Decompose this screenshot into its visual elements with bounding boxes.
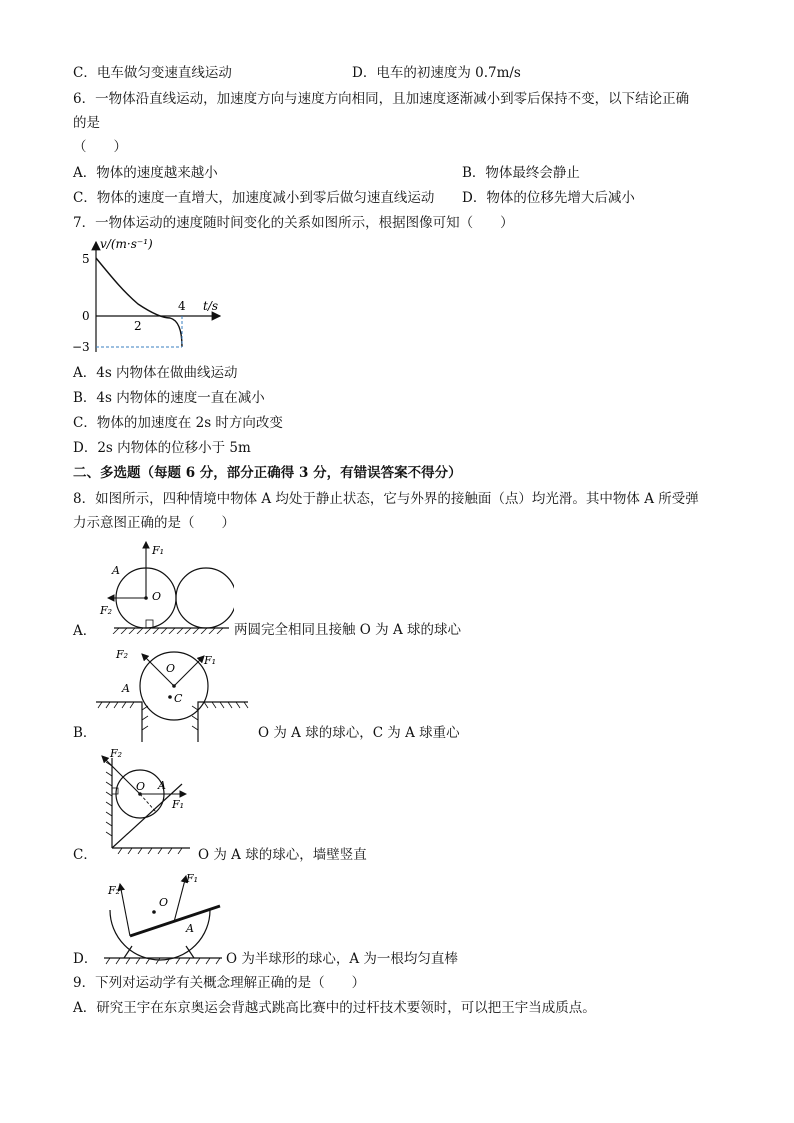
q8-option-c-caption: O 为 A 球的球心，墙壁竖直 bbox=[198, 847, 367, 863]
q8-figure-d bbox=[96, 870, 228, 968]
q6-stem-line1: 6．一物体沿直线运动，加速度方向与速度方向相同，且加速度逐渐减小到零后保持不变，以下结论正确 bbox=[73, 91, 690, 107]
label-c: C bbox=[174, 692, 183, 705]
label-f2: F₂ bbox=[116, 648, 129, 661]
q5-option-c: C．电车做匀变速直线运动 bbox=[73, 65, 232, 81]
force-f2-arrow bbox=[120, 884, 130, 936]
q6-option-d: D．物体的位移先增大后减小 bbox=[462, 190, 635, 206]
label-f1: F₁ bbox=[204, 654, 217, 667]
q8-option-a-letter: A． bbox=[73, 623, 97, 639]
q7-tick-x-4: 4 bbox=[178, 299, 186, 313]
q7-stem: 7．一物体运动的速度随时间变化的关系如图所示，根据图像可知（ ） bbox=[73, 215, 514, 231]
label-o: O bbox=[152, 590, 162, 603]
q6-option-c: C．物体的速度一直增大，加速度减小到零后做匀速直线运动 bbox=[73, 190, 435, 206]
label-f2: F₂ bbox=[108, 884, 121, 897]
hemisphere-bowl bbox=[110, 910, 210, 960]
q6-option-b: B．物体最终会静止 bbox=[462, 165, 580, 181]
q8-figure-a bbox=[94, 538, 234, 634]
q7-option-a: A．4s 内物体在做曲线运动 bbox=[73, 365, 238, 381]
label-f1: F₁ bbox=[186, 872, 199, 885]
q7-option-c: C．物体的加速度在 2s 时方向改变 bbox=[73, 415, 283, 431]
q8-option-b-caption: O 为 A 球的球心，C 为 A 球重心 bbox=[258, 725, 460, 741]
q8-option-b-letter: B． bbox=[73, 725, 97, 741]
label-a: A bbox=[122, 682, 130, 695]
label-a: A bbox=[112, 564, 120, 577]
q7-x-axis-label: t/s bbox=[203, 299, 219, 313]
q7-origin-label: 0 bbox=[82, 309, 90, 323]
q5-option-d: D．电车的初速度为 0.7m/s bbox=[352, 65, 521, 81]
label-f1: F₁ bbox=[152, 544, 165, 557]
section2-title: 二、多选题（每题 6 分，部分正确得 3 分，有错误答案不得分） bbox=[73, 465, 462, 481]
q8-figure-b bbox=[94, 644, 254, 744]
label-f1: F₁ bbox=[172, 798, 185, 811]
q8-option-d-caption: O 为半球形的球心，A 为一根均匀直棒 bbox=[226, 951, 458, 967]
label-o: O bbox=[136, 780, 146, 793]
q7-tick-y-neg3: −3 bbox=[72, 340, 90, 354]
force-f2-arrow bbox=[102, 756, 140, 794]
q9-option-a: A．研究王宇在东京奥运会背越式跳高比赛中的过杆技术要领时，可以把王宇当成质点。 bbox=[73, 1000, 596, 1016]
q8-figure-c bbox=[96, 748, 196, 854]
label-o: O bbox=[166, 662, 176, 675]
q7-velocity-curve bbox=[96, 258, 182, 347]
q6-option-a: A．物体的速度越来越小 bbox=[73, 165, 218, 181]
label-f2: F₂ bbox=[100, 604, 113, 617]
force-f1-arrow bbox=[174, 656, 204, 686]
q8-option-d-letter: D． bbox=[73, 951, 98, 967]
rod-a bbox=[130, 906, 220, 936]
q7-option-d: D．2s 内物体的位移小于 5m bbox=[73, 440, 251, 456]
label-a: A bbox=[158, 779, 166, 792]
ball-right bbox=[176, 568, 234, 628]
q7-vt-graph bbox=[70, 234, 230, 356]
q7-tick-y-5: 5 bbox=[82, 252, 90, 266]
q6-stem-line2: 的是 bbox=[73, 115, 100, 131]
q8-option-c-letter: C． bbox=[73, 847, 97, 863]
q6-answer-paren: （ ） bbox=[73, 139, 127, 155]
label-o: O bbox=[159, 896, 169, 909]
q8-stem-line2: 力示意图正确的是（ ） bbox=[73, 515, 235, 531]
q8-stem-line1: 8．如图所示，四种情境中物体 A 均处于静止状态，它与外界的接触面（点）均光滑。其中物体 A 所受弹 bbox=[73, 491, 699, 507]
q7-option-b: B．4s 内物体的速度一直在减小 bbox=[73, 390, 265, 406]
force-f1-arrow bbox=[174, 876, 186, 922]
q8-option-a-caption: 两圆完全相同且接触 O 为 A 球的球心 bbox=[234, 622, 461, 638]
q7-tick-x-2: 2 bbox=[134, 319, 142, 333]
q7-y-axis-label: v/(m·s⁻¹) bbox=[100, 237, 153, 251]
label-a: A bbox=[186, 922, 194, 935]
label-f2: F₂ bbox=[110, 748, 123, 760]
q9-stem: 9．下列对运动学有关概念理解正确的是（ ） bbox=[73, 975, 366, 991]
